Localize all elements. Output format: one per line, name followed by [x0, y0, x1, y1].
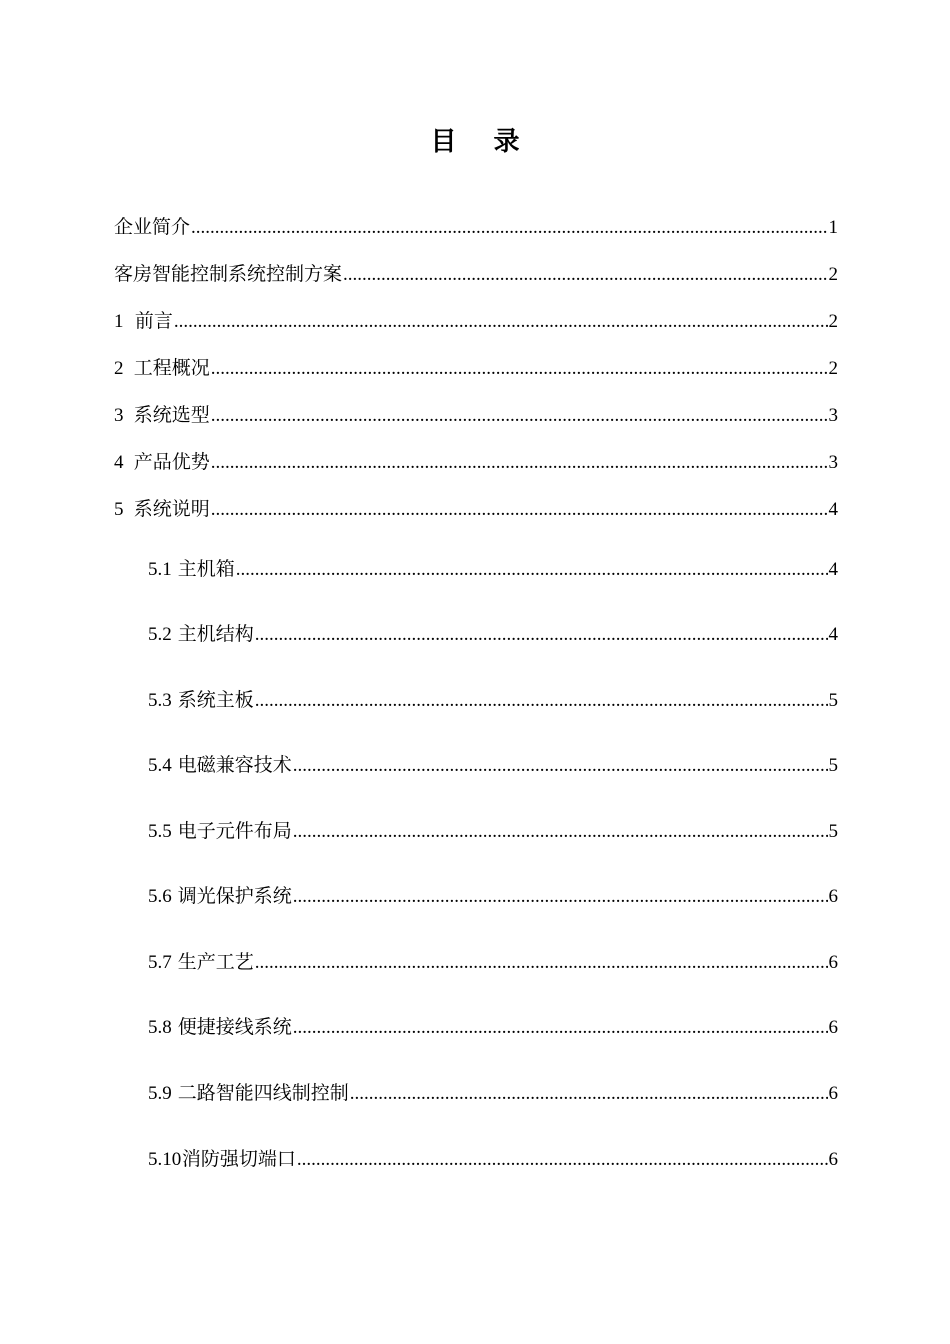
toc-leader-dots — [343, 260, 827, 290]
toc-entry-number: 5.9 — [148, 1083, 172, 1104]
toc-entry-5-5[interactable] — [148, 816, 838, 846]
toc-leader-dots — [293, 1013, 828, 1043]
toc-entry-label: 产品优势 — [133, 451, 210, 473]
toc-entry-5-2[interactable] — [148, 619, 838, 649]
toc-leader-dots — [211, 495, 828, 525]
toc-entry-1[interactable] — [114, 306, 838, 336]
toc-leader-dots — [211, 354, 828, 384]
toc-entry-2[interactable] — [114, 353, 838, 383]
toc-entry-label: 电磁兼容技术 — [177, 754, 292, 776]
toc-leader-dots — [297, 1145, 828, 1175]
toc-entry-number: 5.10 — [148, 1149, 182, 1170]
toc-entry-label: 调光保护系统 — [177, 885, 292, 907]
toc-entry-label: 系统说明 — [133, 498, 210, 520]
toc-entry-label: 前言 — [134, 310, 173, 332]
toc-entry-5-10[interactable] — [148, 1144, 838, 1174]
toc-entry-page: 3 — [828, 405, 838, 426]
toc-entry-page: 6 — [828, 1149, 838, 1170]
toc-entry-label: 主机结构 — [177, 623, 254, 645]
toc-entry-5-3[interactable] — [148, 685, 838, 715]
toc-entry-number: 1 — [114, 311, 124, 332]
toc-entry-label: 企业简介 — [114, 216, 191, 238]
toc-entry-number: 5 — [114, 499, 124, 520]
toc-entry-3[interactable] — [114, 400, 838, 430]
toc-entry-number: 5.3 — [148, 690, 172, 711]
toc-entry-number: 5.1 — [148, 559, 172, 580]
toc-entry-label: 便捷接线系统 — [177, 1016, 292, 1038]
toc-entry-page: 6 — [828, 1017, 838, 1038]
toc-entry-5-6[interactable] — [148, 881, 838, 911]
toc-entry-page: 1 — [828, 217, 838, 238]
toc-leader-dots — [255, 948, 828, 978]
toc-entry-label: 二路智能四线制控制 — [177, 1082, 349, 1104]
toc-entry-label: 系统选型 — [133, 404, 210, 426]
toc-leader-dots — [255, 686, 828, 716]
toc-leader-dots — [350, 1079, 828, 1109]
toc-leader-dots — [293, 882, 828, 912]
toc-leader-dots — [293, 817, 828, 847]
toc-entry-page: 6 — [828, 886, 838, 907]
toc-title: 目 录 — [430, 127, 534, 157]
toc-entry-company-intro[interactable] — [114, 212, 838, 242]
toc-entry-page: 2 — [828, 264, 838, 285]
toc-leader-dots — [236, 555, 828, 585]
toc-entry-number: 5.6 — [148, 886, 172, 907]
toc-entry-number: 2 — [114, 358, 124, 379]
toc-entry-label: 工程概况 — [133, 357, 210, 379]
toc-entry-label: 消防强切端口 — [181, 1148, 296, 1170]
toc-entry-page: 6 — [828, 1083, 838, 1104]
toc-leader-dots — [255, 620, 828, 650]
toc-leader-dots — [174, 307, 828, 337]
toc-entry-page: 6 — [828, 952, 838, 973]
toc-entry-page: 5 — [828, 690, 838, 711]
toc-entry-5-7[interactable] — [148, 947, 838, 977]
toc-entry-number: 5.2 — [148, 624, 172, 645]
toc-entry-label: 生产工艺 — [177, 951, 254, 973]
toc-entry-5-8[interactable] — [148, 1012, 838, 1042]
toc-entry-page: 2 — [828, 311, 838, 332]
toc-entry-number: 4 — [114, 452, 124, 473]
toc-entry-page: 4 — [828, 499, 838, 520]
toc-entry-control-plan[interactable] — [114, 259, 838, 289]
toc-entry-page: 2 — [828, 358, 838, 379]
toc-entry-page: 4 — [828, 624, 838, 645]
toc-entry-4[interactable] — [114, 447, 838, 477]
toc-entry-number: 5.5 — [148, 821, 172, 842]
toc-entry-label: 客房智能控制系统控制方案 — [114, 263, 343, 285]
toc-entry-5-1[interactable] — [148, 554, 838, 584]
toc-leader-dots — [293, 751, 828, 781]
toc-entry-page: 3 — [828, 452, 838, 473]
toc-entry-page: 4 — [828, 559, 838, 580]
toc-entry-label: 系统主板 — [177, 689, 254, 711]
toc-leader-dots — [191, 213, 827, 243]
toc-entry-5-4[interactable] — [148, 750, 838, 780]
toc-entry-label: 主机箱 — [177, 558, 235, 580]
toc-entry-number: 5.7 — [148, 952, 172, 973]
toc-entry-5-9[interactable] — [148, 1078, 838, 1108]
toc-entry-page: 5 — [828, 755, 838, 776]
toc-entry-number: 5.4 — [148, 755, 172, 776]
toc-entry-label: 电子元件布局 — [177, 820, 292, 842]
toc-entry-5[interactable] — [114, 494, 838, 524]
toc-leader-dots — [211, 401, 828, 431]
toc-entry-page: 5 — [828, 821, 838, 842]
toc-leader-dots — [211, 448, 828, 478]
toc-entry-number: 5.8 — [148, 1017, 172, 1038]
toc-entry-number: 3 — [114, 405, 124, 426]
